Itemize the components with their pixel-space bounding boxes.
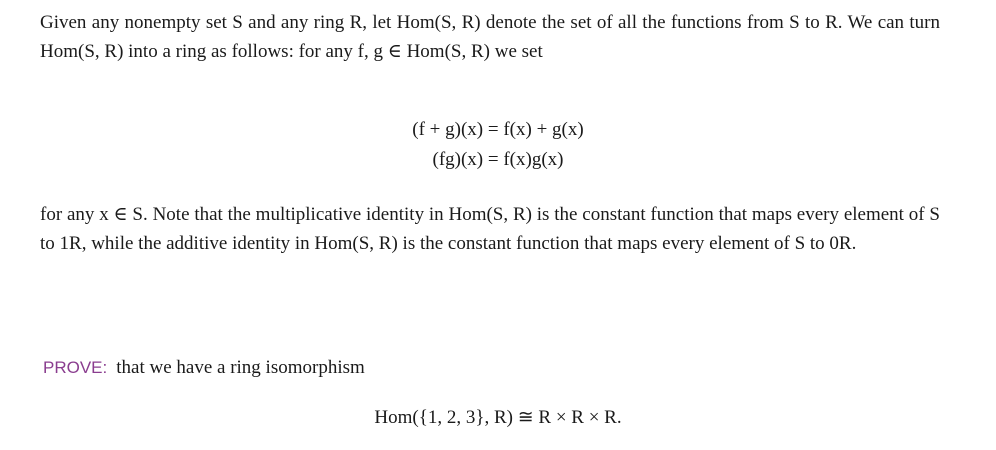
isomorphism-equation: Hom({1, 2, 3}, R) ≅ R × R × R. — [374, 407, 622, 428]
prove-label: PROVE: — [43, 358, 108, 377]
prove-text: that we have a ring isomorphism — [116, 357, 365, 378]
product-definition-equation: (fg)(x) = f(x)g(x) — [432, 149, 564, 170]
sum-definition-equation: (f + g)(x) = f(x) + g(x) — [412, 119, 584, 140]
identity-paragraph: for any x ∈ S. Note that the multiplicative identity in Hom(S, R) is the constant function that maps every element of S to 1R, while the additive identity in Hom(S, R) is the constant function that maps every element of S to 0R. — [40, 204, 940, 254]
prove-statement — [43, 357, 365, 379]
intro-paragraph: Given any nonempty set S and any ring R, let Hom(S, R) denote the set of all the functions from S to R. We can turn Hom(S, R) into a ring as follows: for any f, g ∈ Hom(S, R) we set — [40, 12, 940, 62]
